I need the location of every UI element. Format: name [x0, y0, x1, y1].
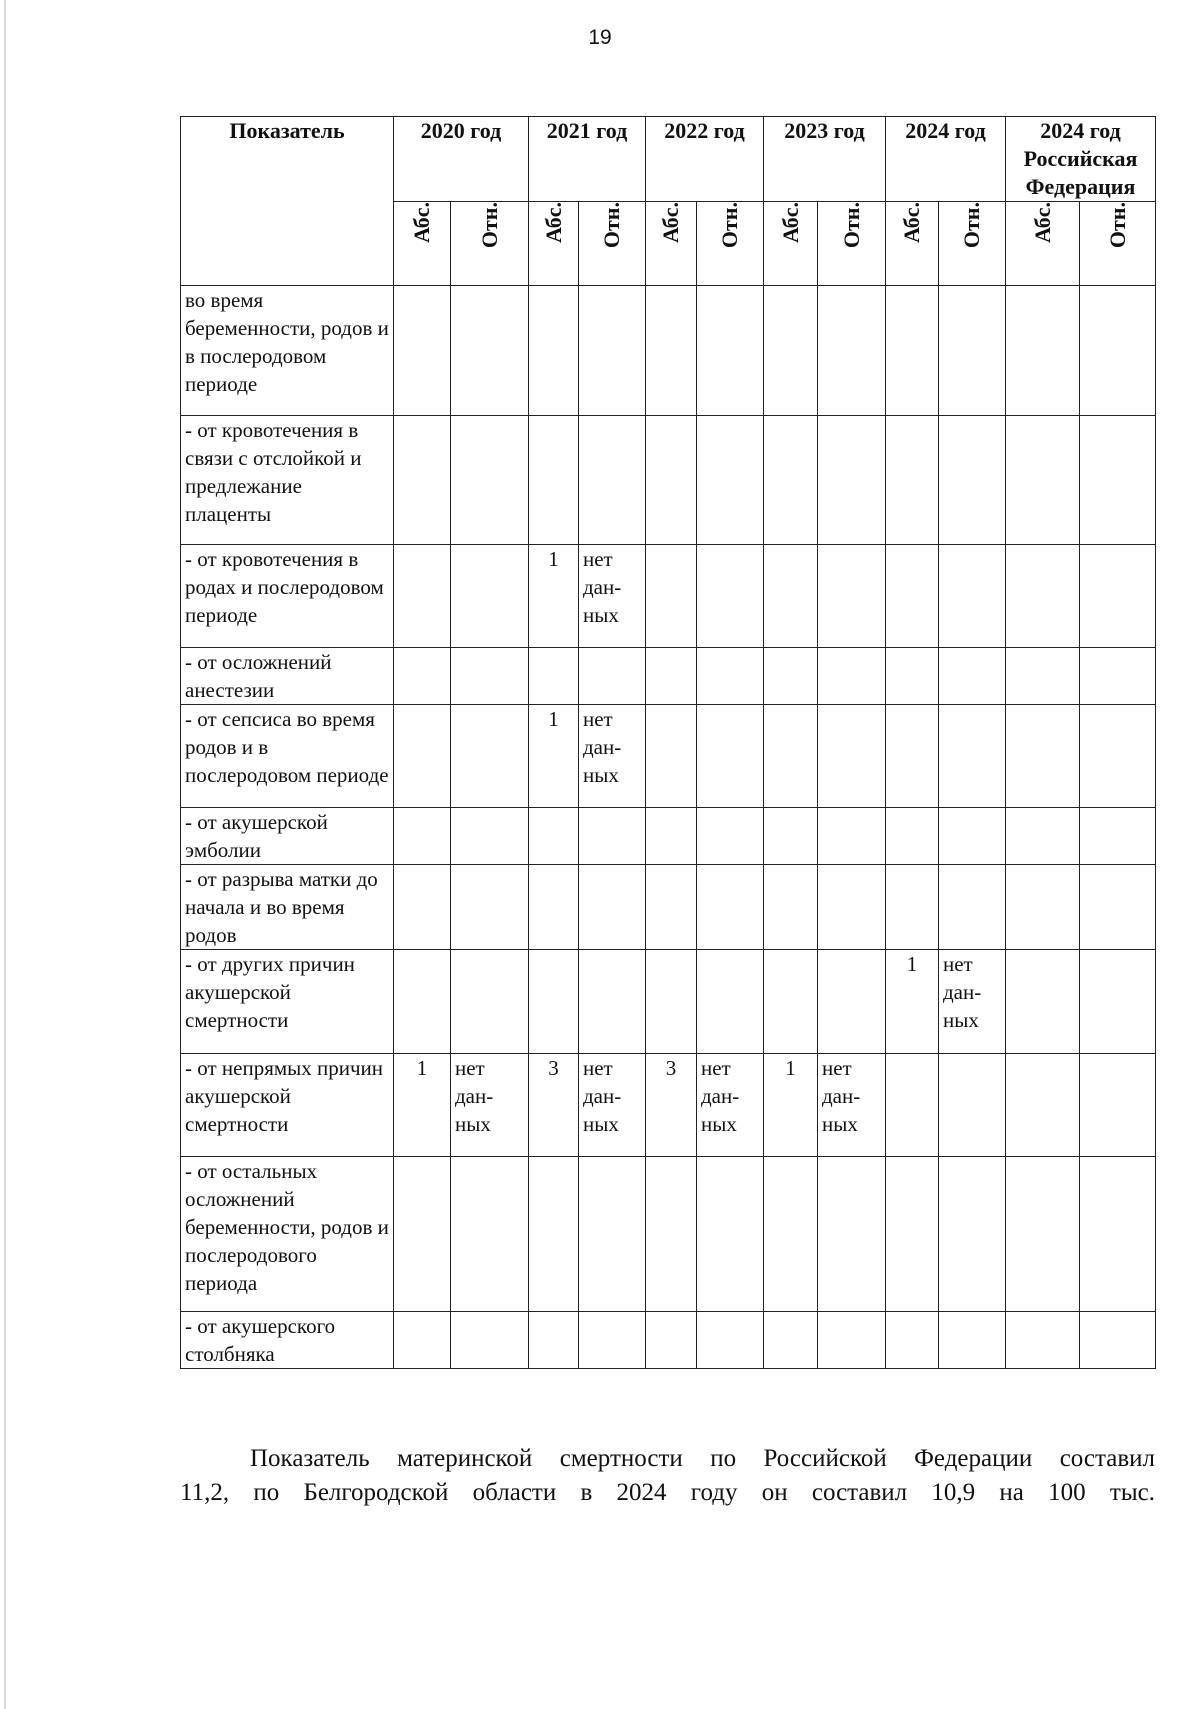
- abs-value-cell: [764, 865, 818, 950]
- abs-value-cell: [764, 286, 818, 416]
- rel-value-cell: [579, 1157, 646, 1312]
- rel-value-cell: [579, 865, 646, 950]
- rel-subheader-text: Отн.: [959, 202, 984, 249]
- rel-value-cell: [1080, 416, 1156, 545]
- year-header: 2024 год: [886, 117, 1006, 202]
- rel-value-cell: [451, 648, 529, 705]
- abs-value-cell: 1: [529, 545, 579, 648]
- abs-value-cell: [646, 705, 697, 808]
- abs-subheader: [1006, 202, 1080, 286]
- rel-value-cell: [1080, 950, 1156, 1054]
- paragraph-line-1: Показатель материнской смертности по Российской Федерации составил: [250, 1445, 1155, 1472]
- abs-value-cell: [394, 1312, 451, 1369]
- abs-value-cell: [764, 808, 818, 865]
- abs-subheader-text: Абс.: [540, 202, 566, 244]
- abs-value-cell: [886, 808, 939, 865]
- rel-value-cell: [451, 808, 529, 865]
- abs-value-cell: [529, 648, 579, 705]
- abs-value-cell: [764, 416, 818, 545]
- abs-value-cell: [764, 1157, 818, 1312]
- abs-value-cell: [1006, 1157, 1080, 1312]
- rel-value-cell: нет дан-ных: [818, 1054, 886, 1157]
- abs-value-cell: [886, 648, 939, 705]
- abs-subheader-text: Абс.: [658, 202, 683, 244]
- rel-subheader: [939, 202, 1006, 286]
- rel-value-cell: [451, 416, 529, 545]
- rel-value-cell: [697, 808, 764, 865]
- abs-value-cell: [1006, 705, 1080, 808]
- rel-value-cell: [939, 1157, 1006, 1312]
- row-label: - от кровотечения в родах и послеродовом периоде: [181, 545, 394, 648]
- rel-value-cell: [451, 1312, 529, 1369]
- rel-value-cell: [451, 545, 529, 648]
- abs-value-cell: [886, 1157, 939, 1312]
- rel-subheader-text: Отн.: [1104, 202, 1130, 249]
- rel-subheader-text: Отн.: [599, 202, 624, 249]
- rel-value-cell: [579, 416, 646, 545]
- table-row: [181, 1054, 1156, 1157]
- row-label: - от кровотечения в связи с отслойкой и предлежание плаценты: [181, 416, 394, 545]
- abs-value-cell: [886, 286, 939, 416]
- abs-value-cell: [1006, 1312, 1080, 1369]
- abs-value-cell: [886, 545, 939, 648]
- table-row: [181, 416, 1156, 545]
- rel-value-cell: [697, 1157, 764, 1312]
- rel-value-cell: [451, 950, 529, 1054]
- table-row: [181, 808, 1156, 865]
- rel-value-cell: нет дан-ных: [697, 1054, 764, 1157]
- abs-value-cell: 1: [764, 1054, 818, 1157]
- rel-value-cell: [579, 648, 646, 705]
- rel-value-cell: [1080, 1312, 1156, 1369]
- abs-value-cell: [646, 1157, 697, 1312]
- abs-value-cell: [394, 545, 451, 648]
- abs-value-cell: [1006, 808, 1080, 865]
- rel-value-cell: [697, 286, 764, 416]
- rel-value-cell: нет дан-ных: [579, 1054, 646, 1157]
- rel-value-cell: [818, 416, 886, 545]
- rel-value-cell: [697, 416, 764, 545]
- abs-value-cell: 3: [529, 1054, 579, 1157]
- abs-value-cell: [1006, 286, 1080, 416]
- rel-value-cell: [939, 865, 1006, 950]
- abs-value-cell: [646, 416, 697, 545]
- rel-value-cell: [1080, 545, 1156, 648]
- table-row: [181, 545, 1156, 648]
- rel-subheader: [818, 202, 886, 286]
- rel-value-cell: [579, 1312, 646, 1369]
- row-label: - от остальных осложнений беременности, родов и послеродового периода: [181, 1157, 394, 1312]
- year-header: 2022 год: [646, 117, 764, 202]
- table-row: [181, 950, 1156, 1054]
- abs-value-cell: [886, 1312, 939, 1369]
- abs-value-cell: [394, 416, 451, 545]
- abs-value-cell: [886, 865, 939, 950]
- body-paragraph: [180, 1442, 1155, 1510]
- abs-value-cell: [1006, 545, 1080, 648]
- rel-value-cell: [697, 545, 764, 648]
- abs-value-cell: [1006, 1054, 1080, 1157]
- rel-subheader-text: Отн.: [476, 202, 502, 249]
- rel-value-cell: [818, 648, 886, 705]
- rel-value-cell: [451, 286, 529, 416]
- rel-value-cell: [818, 705, 886, 808]
- abs-value-cell: [1006, 865, 1080, 950]
- rel-value-cell: [451, 865, 529, 950]
- table-header: [181, 117, 1156, 286]
- row-label: - от других причин акушерской смертности: [181, 950, 394, 1054]
- abs-value-cell: [764, 950, 818, 1054]
- abs-value-cell: [394, 705, 451, 808]
- scan-edge: [4, 0, 6, 1709]
- year-header: 2021 год: [529, 117, 646, 202]
- abs-subheader-text: Абс.: [1029, 202, 1055, 244]
- rel-value-cell: [697, 865, 764, 950]
- indicator-header: Показатель: [181, 117, 394, 286]
- rel-value-cell: [697, 648, 764, 705]
- rel-value-cell: [579, 808, 646, 865]
- rel-value-cell: [818, 1312, 886, 1369]
- row-label: - от разрыва матки до начала и во время родов: [181, 865, 394, 950]
- table-row: [181, 705, 1156, 808]
- year-header: 2023 год: [764, 117, 886, 202]
- abs-subheader-text: Абс.: [777, 202, 803, 244]
- rel-value-cell: [818, 1157, 886, 1312]
- abs-value-cell: [646, 808, 697, 865]
- abs-value-cell: 1: [529, 705, 579, 808]
- rel-value-cell: [939, 416, 1006, 545]
- abs-value-cell: [529, 808, 579, 865]
- maternal-mortality-table: [180, 116, 1156, 1369]
- rel-subheader: [1080, 202, 1156, 286]
- rel-value-cell: [579, 950, 646, 1054]
- rel-value-cell: [1080, 286, 1156, 416]
- rel-subheader-text: Отн.: [838, 202, 864, 249]
- abs-value-cell: [529, 286, 579, 416]
- rel-value-cell: [939, 705, 1006, 808]
- rel-value-cell: [1080, 865, 1156, 950]
- table-row: [181, 286, 1156, 416]
- rel-subheader: [697, 202, 764, 286]
- abs-value-cell: [529, 416, 579, 545]
- rel-value-cell: [939, 648, 1006, 705]
- row-label: во время беременности, родов и в послеродовом периоде: [181, 286, 394, 416]
- rel-value-cell: [818, 865, 886, 950]
- rel-value-cell: [1080, 705, 1156, 808]
- abs-value-cell: [394, 950, 451, 1054]
- abs-value-cell: 1: [886, 950, 939, 1054]
- abs-value-cell: [646, 286, 697, 416]
- abs-value-cell: [886, 1054, 939, 1157]
- year-header: 2020 год: [394, 117, 529, 202]
- rel-value-cell: [939, 286, 1006, 416]
- row-label: - от акушерской эмболии: [181, 808, 394, 865]
- rel-value-cell: [1080, 1054, 1156, 1157]
- abs-value-cell: [646, 648, 697, 705]
- rel-value-cell: нет дан-ных: [579, 705, 646, 808]
- rel-value-cell: [818, 808, 886, 865]
- table-row: [181, 1157, 1156, 1312]
- row-label: - от акушерского столбняка: [181, 1312, 394, 1369]
- abs-subheader-text: Абс.: [409, 202, 434, 244]
- rel-subheader-text: Отн.: [717, 202, 742, 249]
- abs-value-cell: [1006, 648, 1080, 705]
- abs-subheader-text: Абс.: [899, 202, 924, 244]
- abs-subheader: [646, 202, 697, 286]
- rel-value-cell: [451, 705, 529, 808]
- rel-value-cell: [939, 1312, 1006, 1369]
- rel-value-cell: [939, 808, 1006, 865]
- rel-value-cell: [451, 1157, 529, 1312]
- abs-value-cell: [646, 865, 697, 950]
- rel-subheader: [579, 202, 646, 286]
- abs-value-cell: [529, 1157, 579, 1312]
- rel-value-cell: [697, 950, 764, 1054]
- table-row: [181, 1312, 1156, 1369]
- rel-value-cell: нет дан-ных: [939, 950, 1006, 1054]
- abs-subheader: [394, 202, 451, 286]
- rel-value-cell: [939, 545, 1006, 648]
- rel-value-cell: [697, 1312, 764, 1369]
- abs-value-cell: [886, 705, 939, 808]
- rel-subheader: [451, 202, 529, 286]
- table-body: [181, 286, 1156, 1369]
- abs-value-cell: [394, 1157, 451, 1312]
- rel-value-cell: [579, 286, 646, 416]
- abs-subheader: [886, 202, 939, 286]
- abs-value-cell: [886, 416, 939, 545]
- paragraph-line-2: 11,2, по Белгородской области в 2024 году он составил 10,9 на 100 тыс.: [180, 1479, 1155, 1506]
- year-header: 2024 год Российская Федерация: [1006, 117, 1156, 202]
- abs-value-cell: [764, 705, 818, 808]
- abs-value-cell: [529, 950, 579, 1054]
- rel-value-cell: нет дан-ных: [451, 1054, 529, 1157]
- abs-value-cell: [764, 1312, 818, 1369]
- abs-value-cell: [529, 865, 579, 950]
- abs-value-cell: [394, 865, 451, 950]
- abs-value-cell: [764, 648, 818, 705]
- rel-value-cell: нет дан-ных: [579, 545, 646, 648]
- table-row: [181, 865, 1156, 950]
- row-label: - от непрямых причин акушерской смертности: [181, 1054, 394, 1157]
- abs-value-cell: [764, 545, 818, 648]
- row-label: - от сепсиса во время родов и в послеродовом периоде: [181, 705, 394, 808]
- table-row: [181, 648, 1156, 705]
- abs-value-cell: [394, 648, 451, 705]
- page-number: 19: [588, 26, 612, 49]
- abs-value-cell: [646, 545, 697, 648]
- abs-value-cell: 3: [646, 1054, 697, 1157]
- abs-value-cell: [646, 1312, 697, 1369]
- rel-value-cell: [818, 950, 886, 1054]
- row-label: - от осложнений анестезии: [181, 648, 394, 705]
- abs-value-cell: [394, 808, 451, 865]
- abs-subheader: [529, 202, 579, 286]
- abs-value-cell: [1006, 950, 1080, 1054]
- rel-value-cell: [697, 705, 764, 808]
- abs-value-cell: [1006, 416, 1080, 545]
- rel-value-cell: [1080, 648, 1156, 705]
- rel-value-cell: [1080, 1157, 1156, 1312]
- rel-value-cell: [939, 1054, 1006, 1157]
- abs-value-cell: [646, 950, 697, 1054]
- abs-value-cell: 1: [394, 1054, 451, 1157]
- rel-value-cell: [818, 545, 886, 648]
- abs-value-cell: [529, 1312, 579, 1369]
- abs-value-cell: [394, 286, 451, 416]
- rel-value-cell: [818, 286, 886, 416]
- abs-subheader: [764, 202, 818, 286]
- rel-value-cell: [1080, 808, 1156, 865]
